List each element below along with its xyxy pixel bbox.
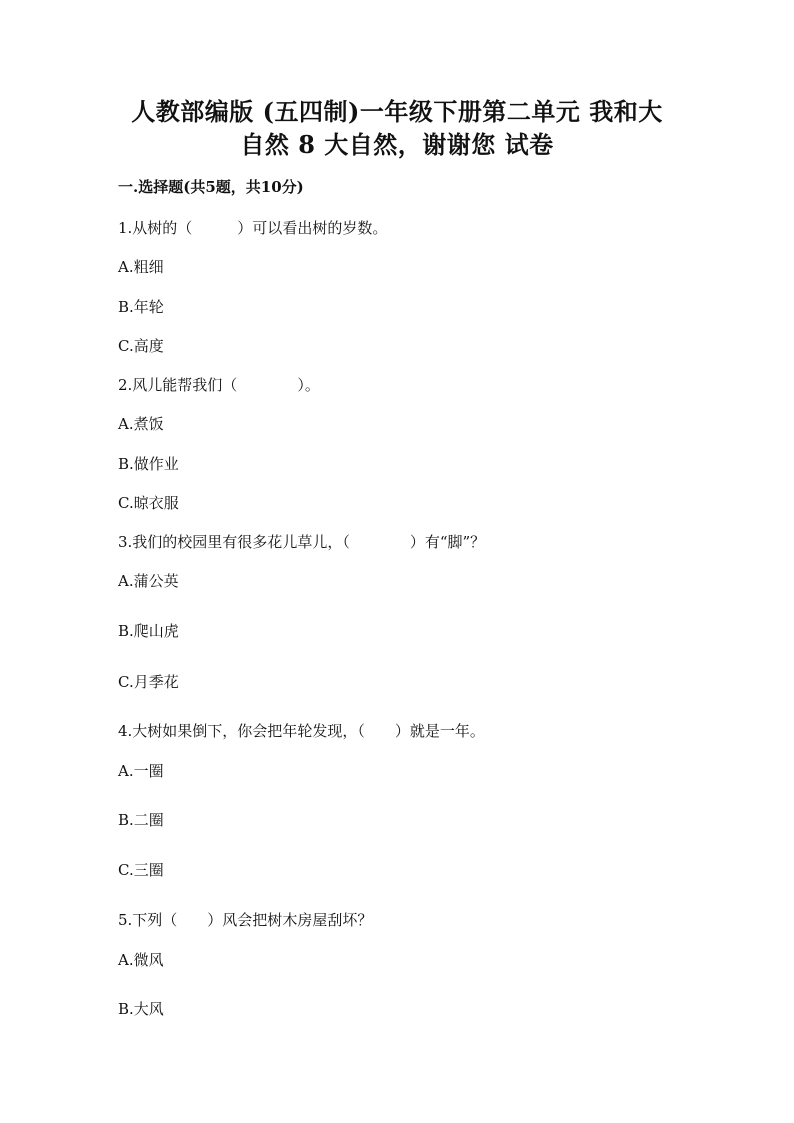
question-4-stem: 4.大树如果倒下，你会把年轮发现，（ ）就是一年。 bbox=[118, 722, 485, 740]
question-3-stem: 3.我们的校园里有很多花儿草儿，（ ）有“脚”？ bbox=[118, 533, 486, 551]
question-1-stem: 1.从树的（ ）可以看出树的岁数。 bbox=[118, 219, 388, 237]
question-4-option-c[interactable]: C.三圈 bbox=[118, 861, 164, 879]
question-1-option-a[interactable]: A.粗细 bbox=[118, 258, 164, 276]
question-3-option-b[interactable]: B.爬山虎 bbox=[118, 622, 179, 640]
question-4-option-b[interactable]: B.二圈 bbox=[118, 811, 164, 829]
question-2-option-c[interactable]: C.晾衣服 bbox=[118, 494, 179, 512]
question-5-option-b[interactable]: B.大风 bbox=[118, 1000, 164, 1018]
exam-title-line-2: 自然 8 大自然，谢谢您 试卷 bbox=[240, 130, 554, 159]
question-5-option-a[interactable]: A.微风 bbox=[118, 951, 164, 969]
question-4-option-a[interactable]: A.一圈 bbox=[118, 762, 164, 780]
question-1-option-b[interactable]: B.年轮 bbox=[118, 298, 164, 316]
exam-title-line-1: 人教部编版 (五四制)一年级下册第二单元 我和大 bbox=[131, 97, 663, 126]
question-5-stem: 5.下列（ ）风会把树木房屋刮坏？ bbox=[118, 911, 373, 929]
question-2-option-b[interactable]: B.做作业 bbox=[118, 455, 179, 473]
question-2-option-a[interactable]: A.煮饭 bbox=[118, 415, 164, 433]
question-3-option-a[interactable]: A.蒲公英 bbox=[118, 572, 179, 590]
section-heading: 一.选择题(共5题，共10分) bbox=[118, 178, 304, 196]
question-1-option-c[interactable]: C.高度 bbox=[118, 337, 164, 355]
question-2-stem: 2.风儿能帮我们（ ）。 bbox=[118, 376, 320, 394]
question-3-option-c[interactable]: C.月季花 bbox=[118, 673, 179, 691]
